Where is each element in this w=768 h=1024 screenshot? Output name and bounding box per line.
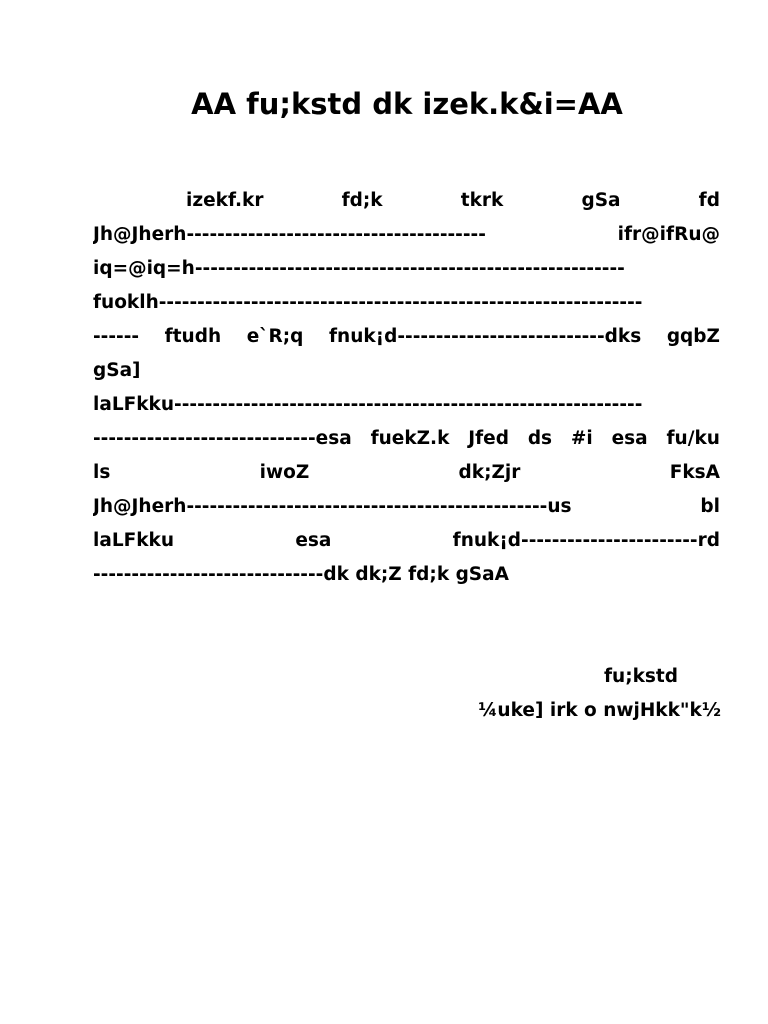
body-line [93,563,720,587]
body-word: e`R;q [246,326,304,347]
body-text: ------------------------------dk dk;Z fd;k gSaA [93,564,509,585]
body-text: gSa] [93,360,141,381]
signature-label: fu;kstd [604,666,679,687]
body-word: izekf.kr [186,190,264,211]
body-line [186,189,720,213]
body-word: -----------------------------esa [93,428,352,449]
body-word: FksA [669,462,720,483]
body-line [93,427,720,451]
body-word: ls [93,462,111,483]
body-line [93,393,720,417]
body-word: esa [295,530,332,551]
body-word: iwoZ [259,462,310,483]
body-word: fuekZ.k [370,428,450,449]
body-word: #i [570,428,593,449]
body-word: gSa [581,190,621,211]
body-line [93,291,720,315]
body-word: dk;Zjr [458,462,521,483]
body-line [93,529,720,553]
body-word: fnuk¡d-----------------------rd [452,530,720,551]
body-word: Jfed [468,428,509,449]
body-word: tkrk [460,190,504,211]
body-text: laLFkku------------------------------------------------------------- [93,394,643,415]
body-word: gqbZ [666,326,720,347]
body-line [93,325,720,349]
body-text: iq=@iq=h-------------------------------------------------------- [93,258,625,279]
body-word: bl [700,496,720,517]
document-title: AA fu;kstd dk izek.k&i=AA [191,87,623,121]
body-line [93,223,720,247]
body-word: fd [698,190,720,211]
body-text: fuoklh--------------------------------------------------------------- [93,292,643,313]
signature-name: ¼uke] irk o nwjHkk"k½ [478,700,721,721]
body-line [93,495,720,519]
body-word: Jh@Jherh--------------------------------------- [93,224,486,245]
body-word: laLFkku [93,530,175,551]
body-line [93,461,720,485]
body-word: ftudh [164,326,222,347]
body-word: esa [611,428,648,449]
body-word: ------ [93,326,140,347]
body-word: Jh@Jherh-----------------------------------------------us [93,496,572,517]
body-line [93,257,720,281]
body-line [93,359,720,383]
body-word: fu/ku [666,428,720,449]
body-word: fd;k [341,190,383,211]
body-word: ds [527,428,553,449]
body-word: fnuk¡d---------------------------dks [328,326,642,347]
body-word: ifr@ifRu@ [617,224,720,245]
